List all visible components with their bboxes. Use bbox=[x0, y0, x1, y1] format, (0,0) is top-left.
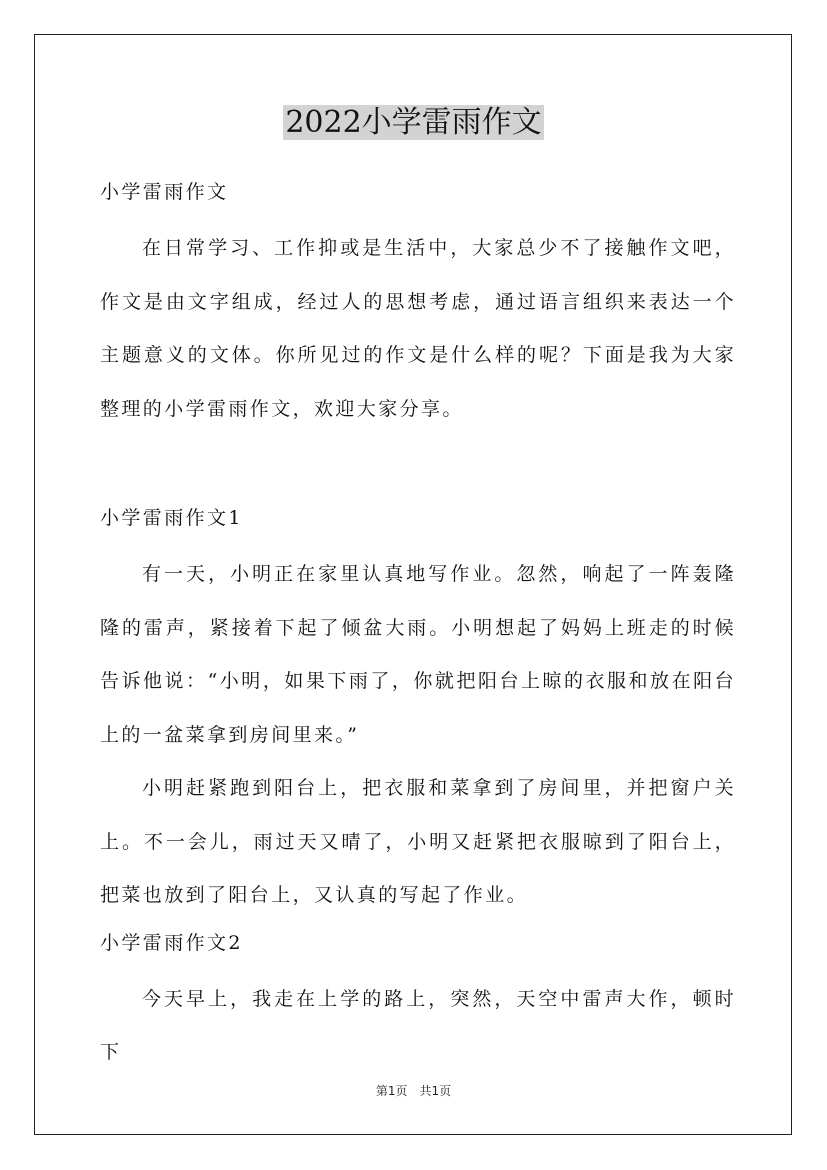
spacer bbox=[100, 436, 736, 498]
section-1-paragraph-1: 有一天，小明正在家里认真地写作业。忽然，响起了一阵轰隆隆的雷声，紧接着下起了倾盆大雨。小明想起了妈妈上班走的时候告诉他说：“小明，如果下雨了，你就把阳台上晾的衣服和放在阳台上的一盆菜拿到房间里来。” bbox=[100, 563, 736, 746]
spacer bbox=[100, 963, 736, 973]
intro-heading: 小学雷雨作文 bbox=[100, 181, 229, 203]
document-title-text: 2022小学雷雨作文 bbox=[285, 105, 542, 140]
section-1-heading: 小学雷雨作文1 bbox=[100, 507, 243, 529]
document-body bbox=[100, 172, 736, 1080]
page-footer: 第1页 共1页 bbox=[375, 1084, 452, 1098]
spacer bbox=[100, 212, 736, 222]
section-2-heading: 小学雷雨作文2 bbox=[100, 931, 243, 954]
intro-paragraph: 在日常学习、工作抑或是生活中，大家总少不了接触作文吧，作文是由文字组成，经过人的思想考虑，通过语言组织来表达一个主题意义的文体。你所见过的作文是什么样的呢？下面是我为大家整理的小学雷雨作文，欢迎大家分享。 bbox=[100, 237, 736, 420]
section-1-paragraph-2: 小明赶紧跑到阳台上，把衣服和菜拿到了房间里，并把窗户关上。不一会儿，雨过天又晴了，小明又赶紧把衣服晾到了阳台上，把菜也放到了阳台上，又认真的写起了作业。 bbox=[100, 777, 736, 906]
document-title bbox=[0, 103, 827, 143]
spacer bbox=[100, 538, 736, 548]
section-2-paragraph-1: 今天早上，我走在上学的路上，突然，天空中雷声大作，顿时下 bbox=[100, 987, 736, 1063]
